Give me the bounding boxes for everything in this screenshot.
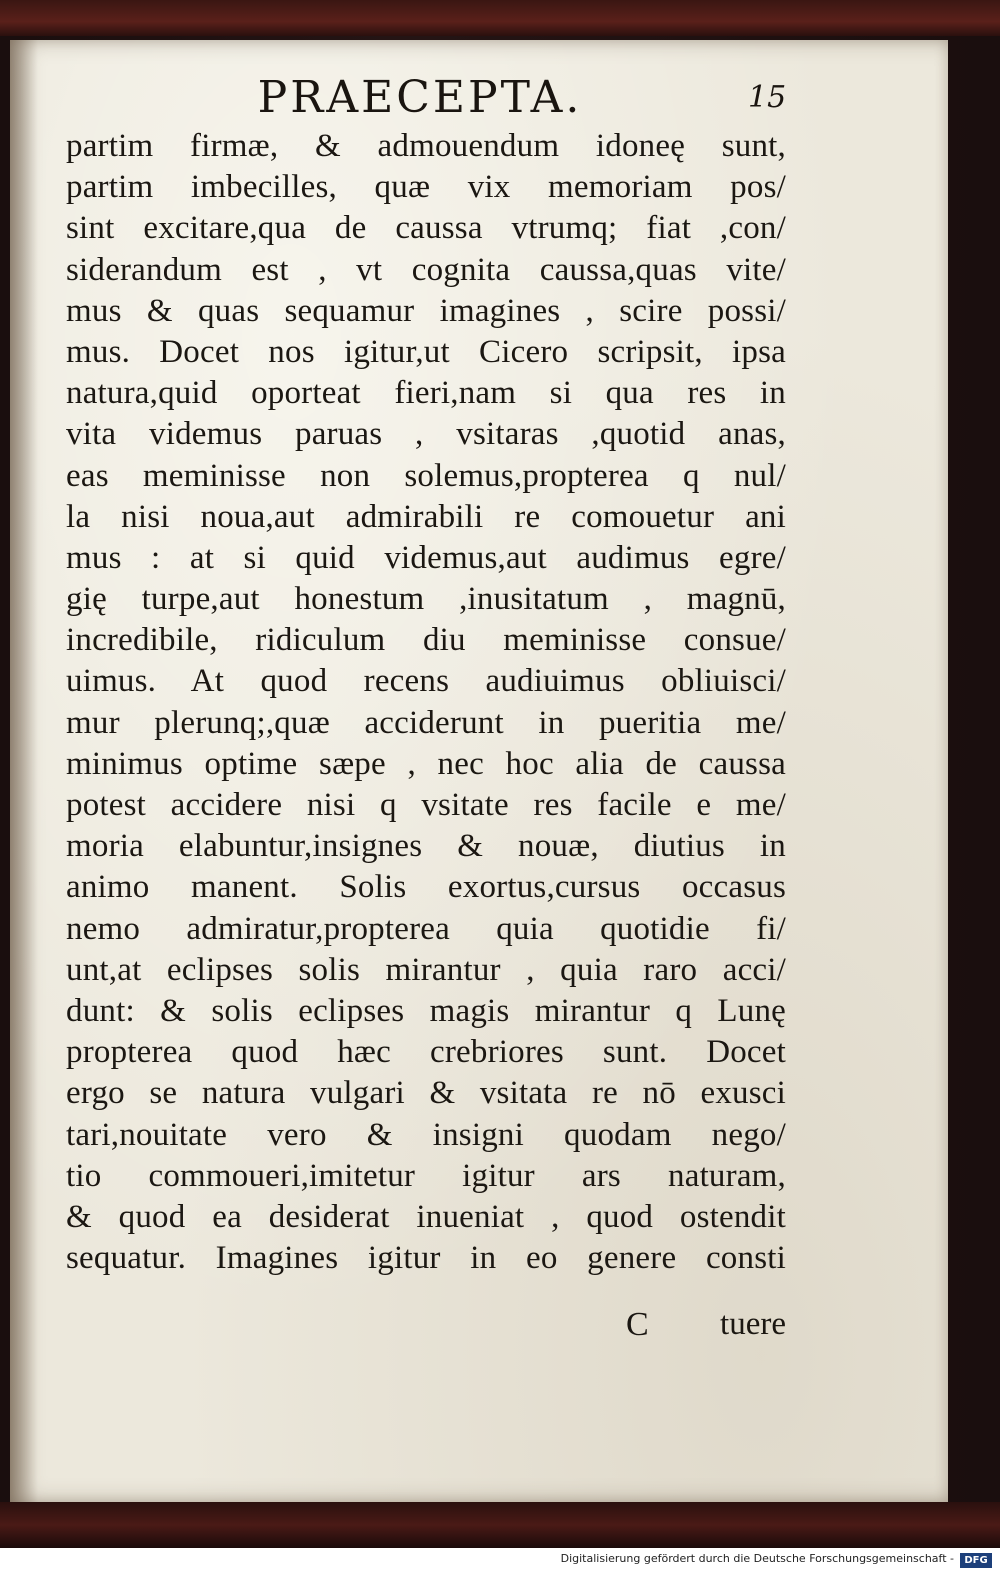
text-line: unt,at eclipses solis mirantur , quia raro acci/: [66, 951, 786, 988]
text-line: gię turpe,aut honestum ,inusitatum , magnū,: [66, 581, 786, 618]
text-line: partim imbecilles, quæ vix memoriam pos/: [66, 169, 786, 206]
page-foot-line: [66, 1306, 786, 1350]
page-gutter-shadow: [10, 40, 38, 1502]
text-line: incredibile, ridiculum diu meminisse consue/: [66, 622, 786, 659]
text-line: sequatur. Imagines igitur in eo genere consti: [66, 1240, 786, 1277]
text-line: mus & quas sequamur imagines , scire possi/: [66, 292, 786, 329]
digitization-credit-bar: [0, 1548, 1000, 1573]
book-cover-bottom-edge: [0, 1502, 1000, 1548]
signature-mark: C: [626, 1306, 649, 1343]
text-line: moria elabuntur,insignes & nouæ, diutius in: [66, 828, 786, 865]
text-line: & quod ea desiderat inueniat , quod ostendit: [66, 1198, 786, 1235]
text-line: potest accidere nisi q vsitate res facile e me/: [66, 787, 786, 823]
text-line: ergo se natura vulgari & vsitata re nō exusci: [66, 1075, 786, 1112]
dfg-logo: DFG: [960, 1553, 992, 1568]
catchword: tuere: [720, 1306, 786, 1342]
text-line: tio commoueri,imitetur igitur ars naturam,: [66, 1157, 786, 1194]
text-line: nemo admiratur,propterea quia quotidie fi/: [66, 910, 786, 947]
text-line: mur plerunq;,quæ acciderunt in pueritia me/: [66, 704, 786, 741]
text-line: natura,quid oporteat fieri,nam si qua res in: [66, 375, 786, 412]
text-line: vita videmus paruas , vsitaras ,quotid anas,: [66, 416, 786, 453]
text-line: eas meminisse non solemus,proptereа q nul/: [66, 457, 786, 494]
text-line: dunt: & solis eclipses magis mirantur q Lunę: [66, 992, 786, 1029]
text-line: mus. Docet nos igitur,ut Cicero scripsit, ipsa: [66, 333, 786, 370]
text-line: mus : at si quid videmus,aut audimus egre/: [66, 539, 786, 576]
page-number: 15: [748, 80, 787, 115]
text-line: partim firmæ, & admouendum idoneę sunt,: [66, 128, 786, 164]
text-line: animo manent. Solis exortus,cursus occasus: [66, 869, 786, 906]
text-line: tari,nouitate vero & insigni quodam nego/: [66, 1116, 786, 1153]
text-line: minimus optime sæpe , nec hoc alia de caussa: [66, 745, 786, 782]
running-head: PRAECEPTA.: [257, 72, 583, 123]
book-page: [10, 40, 948, 1502]
text-line: la nisi noua,aut admirabili re comouetur ani: [66, 498, 786, 535]
body-text: [66, 126, 786, 1279]
text-line: propterea quod hæc crebriores sunt. Docet: [66, 1034, 786, 1071]
book-cover-top-edge: [0, 0, 1000, 36]
text-line: siderandum est , vt cognita caussa,quas vite/: [66, 251, 786, 288]
text-line: uimus. At quod recens audiuimus obliuisci/: [66, 663, 786, 700]
text-line: sint excitare,qua de caussa vtrumq; fiat ,con/: [66, 210, 786, 247]
funding-credit: Digitalisierung gefördert durch die Deutsche Forschungsgemeinschaft -: [560, 1552, 954, 1565]
